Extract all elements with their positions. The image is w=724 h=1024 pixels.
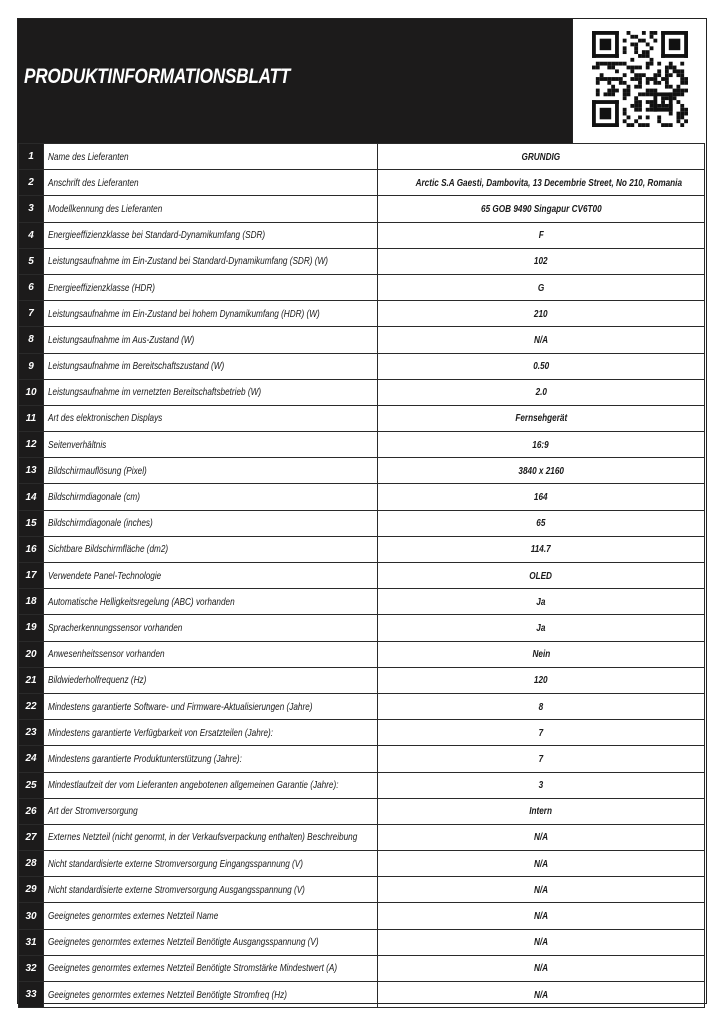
- row-number: 20: [25, 648, 37, 660]
- table-row: [19, 720, 705, 746]
- row-number: 21: [25, 674, 37, 686]
- row-number: 3: [28, 203, 34, 215]
- row-value-cell: [378, 667, 705, 693]
- row-number-cell: [19, 510, 44, 536]
- row-number-cell: [19, 563, 44, 589]
- row-value: 2.0: [535, 386, 547, 399]
- row-label: Art des elektronischen Displays: [48, 412, 163, 425]
- row-value: 114.7: [531, 543, 551, 556]
- row-label-cell: [44, 982, 378, 1008]
- row-label-cell: [44, 641, 378, 667]
- row-value-cell: [378, 379, 705, 405]
- table-row: [19, 798, 705, 824]
- table-row: [19, 746, 705, 772]
- row-number: 29: [25, 884, 37, 896]
- row-label: Externes Netzteil (nicht genormt, in der Verkaufsverpackung enthalten) Beschreibung: [48, 831, 358, 844]
- row-label: Nicht standardisierte externe Stromversorgung Eingangsspannung (V): [48, 857, 303, 870]
- row-number-cell: [19, 772, 44, 798]
- row-value: 16:9: [532, 438, 550, 451]
- row-value-cell: [378, 563, 705, 589]
- row-number: 2: [28, 177, 34, 189]
- row-label: Mindestens garantierte Software- und Firmware-Aktualisierungen (Jahre): [48, 700, 313, 713]
- product-info-sheet: [17, 18, 707, 1004]
- qr-code-box: [572, 19, 705, 143]
- table-row: [19, 379, 705, 405]
- row-value-cell: [378, 955, 705, 981]
- row-value: 0.50: [533, 360, 549, 373]
- row-number-cell: [19, 301, 44, 327]
- row-label-cell: [44, 274, 378, 300]
- row-value-cell: [378, 929, 705, 955]
- row-value-cell: [378, 196, 705, 222]
- row-number: 1: [28, 151, 34, 163]
- table-row: [19, 144, 705, 170]
- row-label: Geeignetes genormtes externes Netzteil Name: [48, 910, 219, 923]
- row-value-cell: [378, 248, 705, 274]
- row-label-cell: [44, 746, 378, 772]
- row-value: 102: [534, 255, 548, 268]
- row-label-cell: [44, 798, 378, 824]
- row-number-cell: [19, 222, 44, 248]
- row-number: 25: [25, 779, 37, 791]
- row-number: 26: [25, 805, 37, 817]
- sheet-header: [18, 19, 705, 143]
- row-label-cell: [44, 379, 378, 405]
- row-label-cell: [44, 144, 378, 170]
- table-row: [19, 170, 705, 196]
- row-value-cell: [378, 144, 705, 170]
- row-label: Spracherkennungssensor vorhanden: [48, 621, 183, 634]
- row-number: 15: [25, 517, 37, 529]
- table-row: [19, 248, 705, 274]
- row-value: N/A: [533, 857, 549, 870]
- table-row: [19, 903, 705, 929]
- row-label: Leistungsaufnahme im Ein-Zustand bei Standard-Dynamikumfang (SDR) (W): [48, 255, 328, 268]
- qr-code-icon: [592, 31, 688, 127]
- row-value-cell: [378, 510, 705, 536]
- page-title: PRODUKTINFORMATIONSBLATT: [24, 65, 291, 88]
- row-value: N/A: [533, 962, 549, 975]
- row-label-cell: [44, 301, 378, 327]
- row-label-cell: [44, 170, 378, 196]
- row-value-cell: [378, 536, 705, 562]
- product-info-table: [18, 143, 705, 1008]
- row-number-cell: [19, 536, 44, 562]
- row-label: Mindestlaufzeit der vom Lieferanten angebotenen allgemeinen Garantie (Jahre):: [48, 779, 339, 792]
- row-number-cell: [19, 458, 44, 484]
- table-row: [19, 274, 705, 300]
- row-value: N/A: [533, 988, 549, 1001]
- row-value: 7: [538, 752, 544, 765]
- row-label-cell: [44, 955, 378, 981]
- row-label: Automatische Helligkeitsregelung (ABC) vorhanden: [48, 595, 235, 608]
- table-row: [19, 693, 705, 719]
- row-value: Ja: [536, 595, 546, 608]
- row-value: Fernsehgerät: [515, 412, 567, 425]
- row-value-cell: [378, 772, 705, 798]
- row-number: 11: [25, 412, 37, 424]
- row-value: N/A: [533, 910, 549, 923]
- row-label-cell: [44, 615, 378, 641]
- row-number: 10: [25, 386, 37, 398]
- row-value-cell: [378, 222, 705, 248]
- row-number: 33: [25, 989, 37, 1001]
- table-row: [19, 484, 705, 510]
- row-number: 7: [28, 308, 34, 320]
- row-label-cell: [44, 222, 378, 248]
- row-label-cell: [44, 877, 378, 903]
- table-row: [19, 563, 705, 589]
- row-value-cell: [378, 798, 705, 824]
- row-label-cell: [44, 510, 378, 536]
- table-row: [19, 222, 705, 248]
- row-number-cell: [19, 693, 44, 719]
- row-label: Mindestens garantierte Verfügbarkeit von Ersatzteilen (Jahre):: [48, 726, 274, 739]
- row-label-cell: [44, 693, 378, 719]
- row-number-cell: [19, 667, 44, 693]
- table-row: [19, 301, 705, 327]
- row-label: Verwendete Panel-Technologie: [48, 569, 162, 582]
- table-row: [19, 929, 705, 955]
- table-row: [19, 510, 705, 536]
- row-label: Geeignetes genormtes externes Netzteil Benötigte Stromstärke Mindestwert (A): [48, 962, 338, 975]
- row-label-cell: [44, 327, 378, 353]
- row-label: Art der Stromversorgung: [48, 805, 138, 818]
- row-number: 23: [25, 727, 37, 739]
- row-value-cell: [378, 746, 705, 772]
- row-label: Leistungsaufnahme im Ein-Zustand bei hohem Dynamikumfang (HDR) (W): [48, 307, 320, 320]
- row-number: 14: [25, 491, 37, 503]
- row-label: Leistungsaufnahme im Bereitschaftszustand (W): [48, 360, 225, 373]
- row-number: 6: [28, 282, 34, 294]
- row-label-cell: [44, 851, 378, 877]
- row-number-cell: [19, 248, 44, 274]
- row-label-cell: [44, 772, 378, 798]
- table-row: [19, 824, 705, 850]
- row-number: 19: [25, 622, 37, 634]
- row-value: 65: [536, 517, 546, 530]
- row-label-cell: [44, 824, 378, 850]
- row-number-cell: [19, 746, 44, 772]
- row-label-cell: [44, 353, 378, 379]
- row-number-cell: [19, 379, 44, 405]
- row-value: 210: [534, 307, 548, 320]
- row-number: 27: [25, 831, 37, 843]
- row-number: 5: [28, 255, 34, 267]
- row-value: GRUNDIG: [521, 150, 561, 163]
- row-number-cell: [19, 641, 44, 667]
- row-number-cell: [19, 903, 44, 929]
- row-label-cell: [44, 563, 378, 589]
- row-number-cell: [19, 720, 44, 746]
- row-number-cell: [19, 353, 44, 379]
- row-value: Arctic S.A Gaesti, Dambovita, 13 Decembrie Street, No 210, Romania: [415, 176, 683, 189]
- row-number: 32: [25, 962, 37, 974]
- row-number: 4: [28, 229, 34, 241]
- row-value: 120: [534, 674, 548, 687]
- row-value-cell: [378, 720, 705, 746]
- row-value-cell: [378, 484, 705, 510]
- row-value-cell: [378, 327, 705, 353]
- row-value-cell: [378, 851, 705, 877]
- row-value-cell: [378, 589, 705, 615]
- row-value-cell: [378, 641, 705, 667]
- table-row: [19, 851, 705, 877]
- table-row: [19, 772, 705, 798]
- row-value: N/A: [533, 936, 549, 949]
- row-number-cell: [19, 851, 44, 877]
- row-number-cell: [19, 327, 44, 353]
- row-number-cell: [19, 484, 44, 510]
- row-label: Leistungsaufnahme im Aus-Zustand (W): [48, 333, 195, 346]
- row-label: Nicht standardisierte externe Stromversorgung Ausgangsspannung (V): [48, 883, 305, 896]
- row-label-cell: [44, 405, 378, 431]
- table-row: [19, 877, 705, 903]
- table-row: [19, 667, 705, 693]
- row-label: Seitenverhältnis: [48, 438, 107, 451]
- row-label: Bildschirmdiagonale (inches): [48, 517, 153, 530]
- row-value: 164: [534, 491, 548, 504]
- row-value-cell: [378, 170, 705, 196]
- row-number-cell: [19, 589, 44, 615]
- row-label: Anwesenheitssensor vorhanden: [48, 648, 165, 661]
- row-number: 8: [28, 334, 34, 346]
- row-value: 3840 x 2160: [518, 464, 564, 477]
- row-label: Sichtbare Bildschirmfläche (dm2): [48, 543, 169, 556]
- row-number: 24: [25, 753, 37, 765]
- row-value: 65 GOB 9490 Singapur CV6T00: [480, 202, 602, 215]
- row-value: OLED: [529, 569, 553, 582]
- table-row: [19, 955, 705, 981]
- row-number-cell: [19, 405, 44, 431]
- row-value: Intern: [529, 805, 553, 818]
- row-label-cell: [44, 929, 378, 955]
- row-label: Anschrift des Lieferanten: [48, 176, 139, 189]
- row-label: Leistungsaufnahme im vernetzten Bereitschaftsbetrieb (W): [48, 386, 262, 399]
- row-label-cell: [44, 536, 378, 562]
- row-value: Nein: [532, 648, 550, 661]
- table-row: [19, 589, 705, 615]
- row-number-cell: [19, 274, 44, 300]
- row-value-cell: [378, 982, 705, 1008]
- row-value: N/A: [533, 333, 549, 346]
- row-value: 8: [538, 700, 544, 713]
- row-label-cell: [44, 248, 378, 274]
- table-row: [19, 536, 705, 562]
- row-label-cell: [44, 484, 378, 510]
- row-value: Ja: [536, 621, 546, 634]
- row-number: 31: [25, 936, 37, 948]
- row-label: Energieeffizienzklasse bei Standard-Dynamikumfang (SDR): [48, 229, 266, 242]
- row-number: 9: [28, 360, 34, 372]
- row-number: 18: [25, 596, 37, 608]
- row-value: N/A: [533, 831, 549, 844]
- row-number-cell: [19, 955, 44, 981]
- table-row: [19, 641, 705, 667]
- row-number: 12: [25, 439, 37, 451]
- row-label-cell: [44, 903, 378, 929]
- row-number-cell: [19, 144, 44, 170]
- table-row: [19, 432, 705, 458]
- table-row: [19, 327, 705, 353]
- row-value-cell: [378, 405, 705, 431]
- row-label: Mindestens garantierte Produktunterstützung (Jahre):: [48, 752, 242, 765]
- row-label-cell: [44, 196, 378, 222]
- row-value-cell: [378, 693, 705, 719]
- row-label: Modellkennung des Lieferanten: [48, 202, 163, 215]
- row-number-cell: [19, 432, 44, 458]
- row-value-cell: [378, 903, 705, 929]
- row-label-cell: [44, 720, 378, 746]
- row-label: Bildschirmauflösung (Pixel): [48, 464, 147, 477]
- table-row: [19, 196, 705, 222]
- row-number: 16: [25, 543, 37, 555]
- row-value-cell: [378, 877, 705, 903]
- row-number-cell: [19, 824, 44, 850]
- row-number-cell: [19, 615, 44, 641]
- row-label-cell: [44, 432, 378, 458]
- row-number-cell: [19, 196, 44, 222]
- row-value: 7: [538, 726, 544, 739]
- row-value-cell: [378, 274, 705, 300]
- row-label: Geeignetes genormtes externes Netzteil Benötigte Stromfreq (Hz): [48, 988, 287, 1001]
- row-value: G: [537, 281, 545, 294]
- row-value: 3: [538, 779, 544, 792]
- row-value: F: [538, 229, 544, 242]
- row-number: 30: [25, 910, 37, 922]
- row-number: 22: [25, 701, 37, 713]
- table-row: [19, 353, 705, 379]
- table-row: [19, 458, 705, 484]
- row-value-cell: [378, 353, 705, 379]
- row-value-cell: [378, 432, 705, 458]
- row-number-cell: [19, 798, 44, 824]
- row-label: Bildschirmdiagonale (cm): [48, 491, 140, 504]
- row-value-cell: [378, 824, 705, 850]
- row-label: Geeignetes genormtes externes Netzteil Benötigte Ausgangsspannung (V): [48, 936, 319, 949]
- row-value-cell: [378, 301, 705, 327]
- row-number: 17: [25, 570, 37, 582]
- row-number-cell: [19, 170, 44, 196]
- row-label-cell: [44, 458, 378, 484]
- table-row: [19, 982, 705, 1008]
- table-row: [19, 615, 705, 641]
- row-number-cell: [19, 929, 44, 955]
- row-label-cell: [44, 667, 378, 693]
- row-number-cell: [19, 982, 44, 1008]
- row-number-cell: [19, 877, 44, 903]
- table-row: [19, 405, 705, 431]
- row-label: Name des Lieferanten: [48, 150, 129, 163]
- row-number: 13: [25, 465, 37, 477]
- row-label-cell: [44, 589, 378, 615]
- row-number: 28: [25, 858, 37, 870]
- row-value-cell: [378, 615, 705, 641]
- row-label: Bildwiederholfrequenz (Hz): [48, 674, 147, 687]
- row-value: N/A: [533, 883, 549, 896]
- row-value-cell: [378, 458, 705, 484]
- row-label: Energieeffizienzklasse (HDR): [48, 281, 155, 294]
